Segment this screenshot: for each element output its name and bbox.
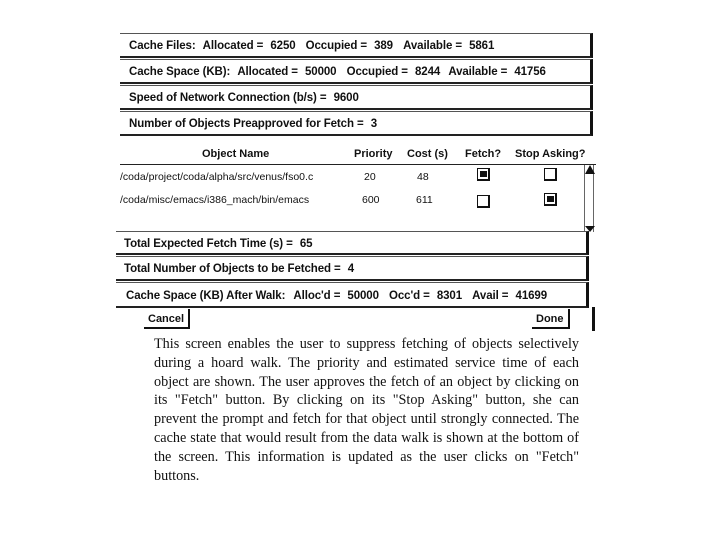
hoard-walk-dialog [120, 33, 596, 331]
total-time-value: 65 [299, 238, 313, 250]
cache-files-occupied-value: 389 [374, 40, 393, 52]
total-time-row [116, 231, 589, 255]
network-speed-label: Speed of Network Connection (b/s) = [129, 92, 327, 104]
cache-files-occupied-label: Occupied = [305, 40, 367, 52]
preapproved-label: Number of Objects Preapproved for Fetch = [129, 118, 364, 130]
table-scrollbar[interactable] [584, 165, 594, 232]
stop-asking-checkbox[interactable] [544, 168, 557, 181]
table-row [120, 166, 590, 188]
stop-asking-checkbox[interactable] [544, 193, 557, 206]
total-objects-row [116, 256, 589, 281]
object-name: /coda/misc/emacs/i386_mach/bin/emacs [120, 194, 310, 206]
cache-space-allocated-label: Allocated = [237, 66, 298, 78]
total-objects-value: 4 [347, 263, 355, 275]
network-speed-row [120, 85, 593, 110]
cache-space-available-value: 41756 [514, 66, 546, 78]
fetch-checkbox[interactable] [477, 195, 490, 208]
fetch-checkbox[interactable] [477, 168, 490, 181]
object-name: /coda/project/coda/alpha/src/venus/fso0.c [120, 171, 314, 183]
cache-files-label: Cache Files: [129, 40, 196, 52]
after-walk-avail-value: 41699 [515, 290, 548, 302]
preapproved-row [120, 111, 593, 136]
object-priority: 20 [364, 171, 376, 183]
after-walk-row [116, 282, 589, 308]
total-objects-label: Total Number of Objects to be Fetched = [124, 263, 341, 275]
cache-files-allocated-value: 6250 [270, 40, 296, 52]
after-walk-label: Cache Space (KB) After Walk: [126, 290, 286, 302]
figure-caption: This screen enables the user to suppress fetching of objects selectively during a hoard walk. The priority and estimated service time of each object are shown. The user approves the fetch of an object by clicking on its "Fetch" button. By clicking on its "Stop Asking" button, she can prevent the prompt and fetch for that object until strongly connected. The cache state that would result from the data walk is shown at the bottom of the screen. This information is updated as the user clicks on "Fetch" buttons. [154, 336, 579, 484]
cache-space-allocated-value: 50000 [305, 66, 337, 78]
done-button[interactable]: Done [532, 309, 570, 329]
cache-space-occupied-label: Occupied = [346, 66, 408, 78]
total-time-label: Total Expected Fetch Time (s) = [124, 238, 293, 250]
object-priority: 600 [362, 194, 380, 206]
cache-files-available-label: Available = [403, 40, 462, 52]
after-walk-alloc-value: 50000 [347, 290, 379, 302]
panel-edge-divider [592, 307, 595, 331]
object-cost: 611 [416, 194, 433, 206]
after-walk-occ-label: Occ'd = [389, 290, 430, 302]
cache-files-row [120, 33, 593, 58]
network-speed-value: 9600 [333, 92, 359, 104]
cache-files-allocated-label: Allocated = [202, 40, 264, 52]
after-walk-occ-value: 8301 [436, 290, 463, 302]
cache-space-label: Cache Space (KB): [129, 66, 231, 78]
cache-space-available-label: Available = [448, 66, 508, 78]
after-walk-avail-label: Avail = [472, 290, 509, 302]
col-priority: Priority [354, 148, 393, 160]
cancel-button[interactable]: Cancel [144, 309, 190, 329]
object-table-header [120, 143, 596, 165]
cache-space-row [120, 59, 593, 84]
cache-files-available-value: 5861 [469, 40, 495, 52]
button-bar [120, 309, 596, 331]
col-stop-asking: Stop Asking? [515, 148, 586, 160]
scroll-up-arrow-icon[interactable] [585, 165, 595, 174]
col-cost: Cost (s) [407, 148, 448, 160]
preapproved-value: 3 [370, 118, 377, 130]
object-cost: 48 [417, 171, 429, 183]
cache-space-occupied-value: 8244 [415, 66, 441, 78]
after-walk-alloc-label: Alloc'd = [293, 290, 341, 302]
col-fetch: Fetch? [465, 148, 502, 160]
table-row [120, 189, 590, 211]
object-table-body [120, 165, 596, 232]
col-object-name: Object Name [202, 148, 270, 160]
